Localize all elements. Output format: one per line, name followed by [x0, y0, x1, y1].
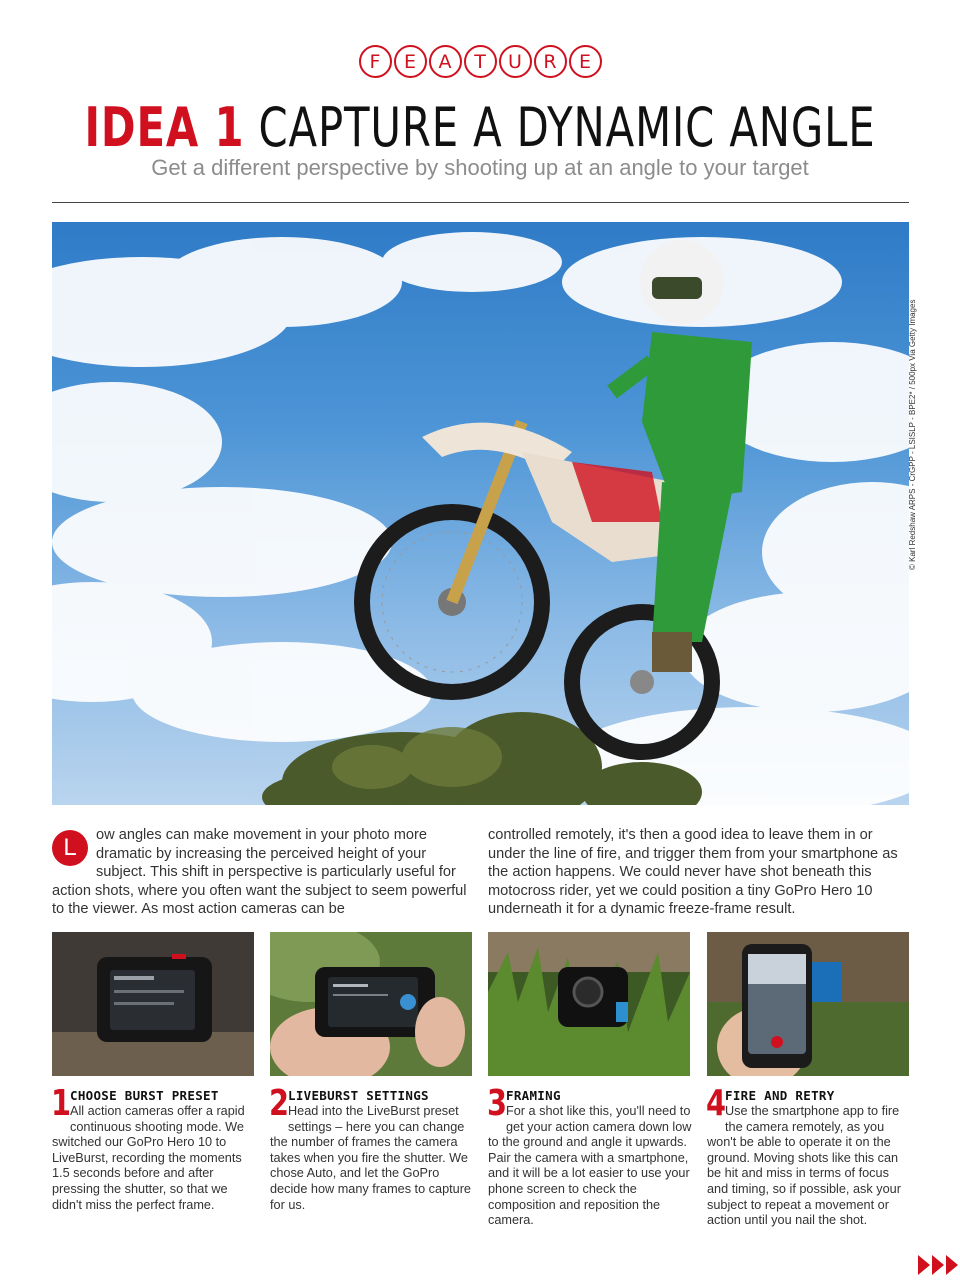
badge-letter: U [499, 45, 532, 78]
badge-letter: E [569, 45, 602, 78]
motocross-illustration [52, 222, 909, 805]
hero-photo-motocross [52, 222, 909, 805]
step-body: Use the smartphone app to fire the camera remotely, as you won't be able to operate it on the ground. Moving shots like this can be hit and miss in terms of focus and timing, so if possible, ask your subject to repeat a movement or action until you nail the shot. [707, 1104, 901, 1228]
continue-arrows-icon [918, 1253, 960, 1282]
step-4-photo [707, 932, 909, 1076]
step-title: LIVEBURST SETTINGS [288, 1088, 429, 1103]
step-body: For a shot like this, you'll need to get your action camera down low to the ground and angle it upwards. Pair the camera with a smartphone, and it will be a lot easier to use your phone screen to check the composition and reposition the camera. [488, 1104, 692, 1228]
smartphone-app-illustration [707, 932, 909, 1076]
drop-cap: L [52, 830, 88, 866]
step-number: 3 [487, 1083, 508, 1124]
step-1-photo [52, 932, 254, 1076]
intro-text-1: ow angles can make movement in your photo more dramatic by increasing the perceived height of your subject. This shift in perspective is particularly useful for action shots, where you often want the subject to seem powerful to the viewer. As most action cameras can be [52, 827, 467, 918]
step-2 [269, 1083, 474, 1213]
badge-letter: T [464, 45, 497, 78]
badge-letter: F [359, 45, 392, 78]
step-number: 1 [51, 1083, 72, 1124]
divider [52, 202, 909, 203]
step-number: 2 [269, 1083, 290, 1124]
step-body: All action cameras offer a rapid continuous shooting mode. We switched our GoPro Hero 10 to LiveBurst, recording the moments 1.5 seconds before and after pressing the shutter, so that we didn't miss the perfect frame. [52, 1104, 245, 1212]
gopro-hand-illustration [270, 932, 472, 1076]
step-title: CHOOSE BURST PRESET [70, 1088, 219, 1103]
section-badge [0, 45, 960, 78]
gopro-screen-illustration [52, 932, 254, 1076]
step-body: Head into the LiveBurst preset settings – here you can change the number of frames the camera takes when you fire the shutter. We chose Auto, and let the GoPro decide how many frames to capture for us. [270, 1104, 471, 1212]
step-title: FRAMING [506, 1088, 561, 1103]
intro-column-2: controlled remotely, it's then a good idea to leave them in or under the line of fire, and trigger them from your smartphone as the action happens. We could never have shot beneath this motocross rider, yet we could position a tiny GoPro Hero 10 underneath it for a dynamic freeze-frame result. [488, 827, 898, 918]
step-2-photo [270, 932, 472, 1076]
step-3-photo [488, 932, 690, 1076]
gopro-grass-illustration [488, 932, 690, 1076]
step-title: FIRE AND RETRY [725, 1088, 835, 1103]
badge-letter: A [429, 45, 462, 78]
intro-column-1 [52, 826, 472, 919]
step-1 [51, 1083, 256, 1213]
badge-letter: R [534, 45, 567, 78]
page-subtitle: Get a different perspective by shooting up at an angle to your target [151, 155, 809, 180]
step-number: 4 [706, 1083, 727, 1124]
badge-letter: E [394, 45, 427, 78]
title-rest: CAPTURE A DYNAMIC ANGLE [258, 96, 876, 159]
page-title [67, 96, 893, 159]
step-3 [487, 1083, 692, 1229]
step-4 [706, 1083, 911, 1229]
title-lead: IDEA 1 [84, 96, 245, 159]
